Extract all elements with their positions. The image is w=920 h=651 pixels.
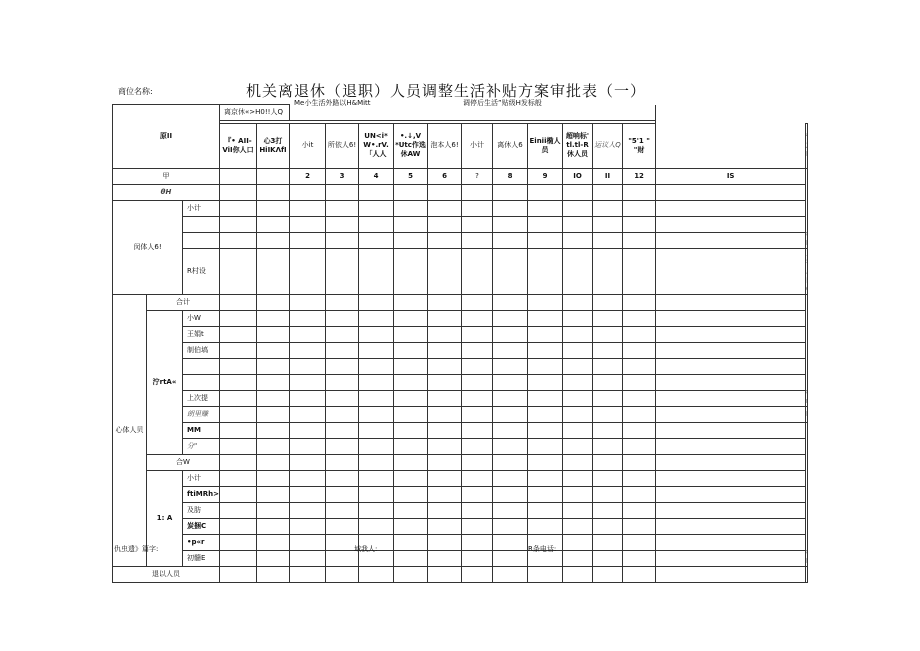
signature-date-3 — [806, 422, 808, 566]
header-group-adjusted: 调停后生活”贴级H发标般 — [463, 99, 542, 107]
number-cell: 12 — [623, 168, 656, 184]
row-label: 王娟t — [183, 326, 220, 342]
number-row-label: 甲 — [113, 168, 220, 184]
col-13: "5'1 " "财 — [623, 123, 656, 168]
header-group-original: Me小生活外路以H&Mitt — [294, 99, 371, 107]
number-cell: ? — [462, 168, 493, 184]
col-1: 『• AII-ViI你人口 — [220, 123, 257, 168]
row-label: R村设 — [183, 248, 220, 294]
row-label: 小计 — [183, 200, 220, 216]
row-label: 及肪 — [183, 502, 220, 518]
col-6: •.↓,V *Utc作选休AW — [394, 123, 428, 168]
row-label: 合W — [147, 454, 220, 470]
row-label: 炭捆C — [183, 518, 220, 534]
col-12: 运议人Q — [593, 123, 623, 168]
row-label: 退以人员 — [113, 566, 220, 582]
footer-unit-signature: 仇虫遗》篇字: — [114, 545, 159, 553]
number-cell: 3 — [326, 168, 359, 184]
signature-date-1 — [806, 168, 808, 248]
row-label: 小W — [183, 310, 220, 326]
form-title: 机关离退休（退职）人员调整生活补贴方案审批表（一） — [246, 82, 647, 100]
group-retired-label: 闵体人6! — [113, 200, 183, 294]
row-label: 分" — [183, 438, 220, 454]
number-cell: 6 — [428, 168, 462, 184]
approval-table — [112, 104, 808, 583]
col-7: 泡本人6! — [428, 123, 462, 168]
number-cell: IO — [563, 168, 593, 184]
col-2: 心3打HiIKΛfI — [257, 123, 290, 168]
row-label: MM — [183, 422, 220, 438]
footer-phone: R条电话: — [528, 545, 557, 553]
col-11: 超响标' tl.tl-R休人员 — [563, 123, 593, 168]
col-14 — [806, 123, 808, 168]
total-row-label: θH — [113, 184, 220, 200]
number-cell: 4 — [359, 168, 394, 184]
row-label: 合计 — [147, 294, 220, 310]
col-3: 小it — [290, 123, 326, 168]
col-5: UN<i* W•.rV.「人人 — [359, 123, 394, 168]
row-label: ftiMRh> — [183, 486, 220, 502]
number-cell: 2 — [290, 168, 326, 184]
row-label: 小计 — [183, 470, 220, 486]
col-9: 离休人6 — [493, 123, 528, 168]
row-label: 初髓E — [183, 550, 220, 566]
row-label: 制伯塙 — [183, 342, 220, 358]
subgroup-label: 泞rtA« — [147, 310, 183, 454]
col-10: Einii椭人员 — [528, 123, 563, 168]
subgroup-label: 1: A — [147, 470, 183, 566]
row-label: 朗里赚 — [183, 406, 220, 422]
group-retired-staff-label: 心体人贝 — [113, 294, 147, 566]
col-8: 小计 — [462, 123, 493, 168]
col-4: 所依人6! — [326, 123, 359, 168]
unit-name-label: 商位名称: — [118, 87, 153, 96]
signature-date-2 — [806, 294, 808, 406]
date-label — [806, 406, 808, 422]
number-cell: 8 — [493, 168, 528, 184]
col-original: 原II — [113, 105, 220, 169]
footer-preparer: 域我人: — [354, 545, 378, 553]
row-label: •p«r — [183, 534, 220, 550]
row-label: 上次提 — [183, 390, 220, 406]
number-cell: II — [593, 168, 623, 184]
number-cell: 5 — [394, 168, 428, 184]
number-cell: 9 — [528, 168, 563, 184]
number-cell: IS — [656, 168, 806, 184]
supervising-dept-label — [806, 248, 808, 294]
header-group-retired: 离京休«>H0!!人Q — [220, 105, 290, 121]
